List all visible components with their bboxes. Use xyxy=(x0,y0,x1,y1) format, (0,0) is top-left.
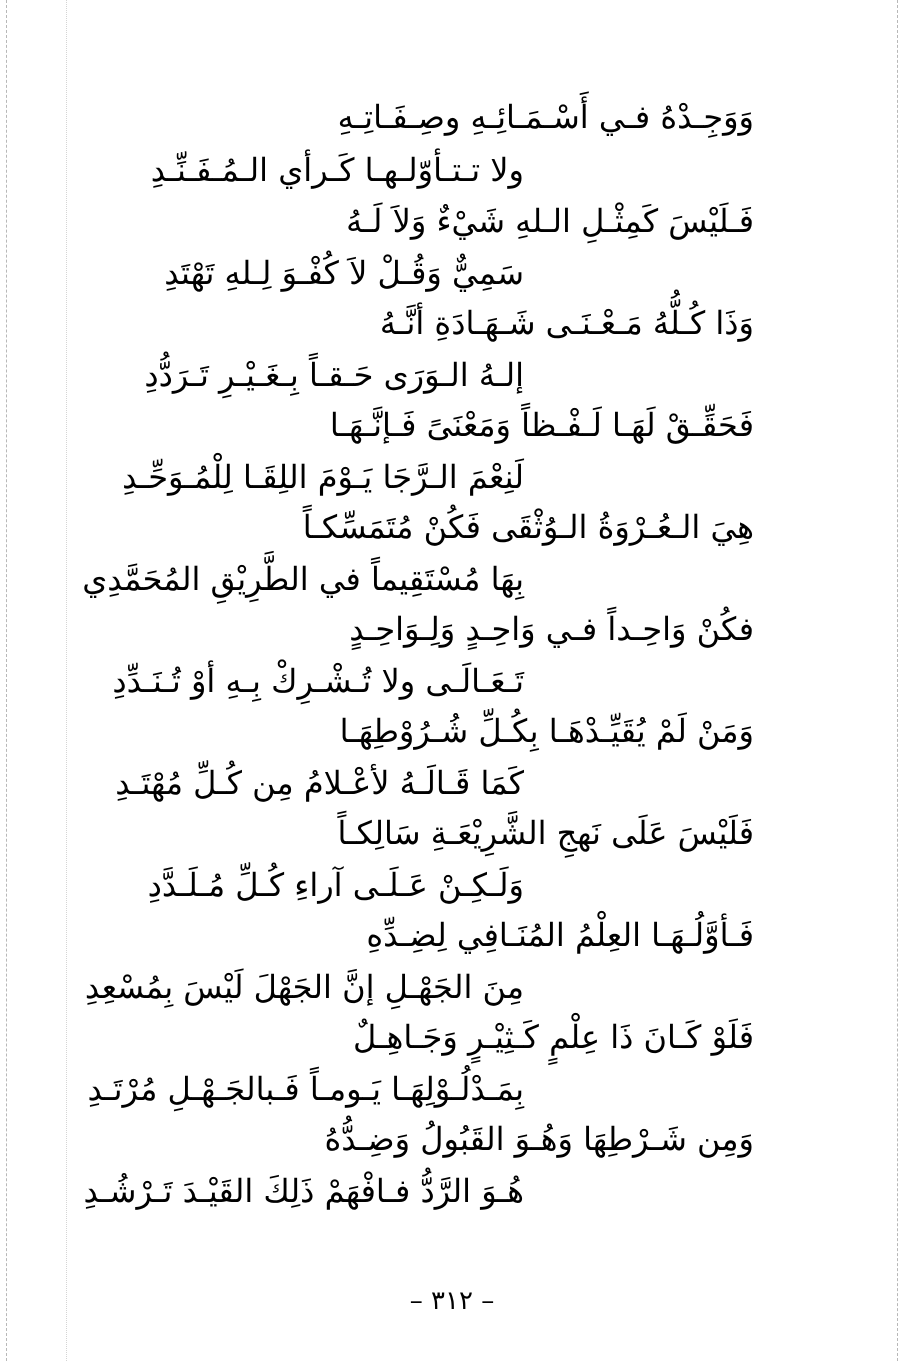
verse-line: تَـعَـالَـى ولا تُـشْـرِكْ بِـهِ أوْ تُـنَـدِّدِ xyxy=(112,662,524,700)
verse-line: وَوَجِـدْهُ فـي أَسْـمَـائِـهِ وصِـفَـاتِـهِ xyxy=(337,98,754,136)
verse-line: لَنِعْمَ الـرَّجَا يَـوْمَ اللِقَـا لِلْمُـوَحِّـدِ xyxy=(122,458,524,496)
verse-line: بِمَـدْلُـوْلِهَـا يَـومـاً فَـبالجَـهْـلِ مُرْتَـدِ xyxy=(87,1070,524,1108)
verse-line: هُـوَ الرَّدُّ فـافْهَمْ ذَلِكَ القَيْـدَ تَـرْشُـدِ xyxy=(83,1172,524,1210)
verse-line: فَلَيْسَ عَلَى نَهجِ الشَّرِيْعَـةِ سَالِكـاً xyxy=(337,814,754,852)
verse-line: بِهَا مُسْتَقِيماً في الطَّرِيْقِ المُحَمَّدِي xyxy=(82,560,524,598)
verse-line: وَمَنْ لَمْ يُقَيِّـدْهَـا بِكُـلِّ شُـرُوْطِهَـا xyxy=(339,712,754,750)
verse-line: وَمِن شَـرْطِهَا وَهُـوَ القَبُولُ وَضِـدُّهُ xyxy=(324,1120,754,1158)
verse-line: فَـلَيْسَ كَمِثْـلِ الـلهِ شَيْءٌ وَلاَ لَـهُ xyxy=(346,202,754,240)
verse-line: فَحَقِّـقْ لَهَـا لَـفْـظاً وَمَعْنَىً فَـإنَّـهَـا xyxy=(329,406,754,444)
verse-line: وَذَا كُـلُّهُ مَـعْـنَـى شَـهَـادَةِ أنَّـهُ xyxy=(379,304,754,342)
verse-line: مِنَ الجَهْـلِ إنَّ الجَهْلَ لَيْسَ بِمُسْعِدِ xyxy=(84,968,524,1006)
verse-line: وَلَـكِـنْ عَـلَـى آراءِ كُـلِّ مُـلَـدَّدِ xyxy=(147,866,524,904)
verse-line: فَـأوَّلُـهَـا العِلْمُ المُنَـافِي لِضِـدِّهِ xyxy=(366,916,754,954)
verse-line: كَمَا قَـالَـهُ لأعْـلامُ مِن كُـلِّ مُهْتَـدِ xyxy=(115,764,524,802)
verse-line: سَمِيٌّ وَقُـلْ لاَ كُفْـوَ لِـلهِ تَهْتَدِ xyxy=(164,254,524,292)
verse-line: فَلَوْ كَـانَ ذَا عِلْمٍ كَـثِيْـرٍ وَجَـاهِـلٌ xyxy=(352,1018,754,1056)
verse-line: هِيَ الـعُـرْوَةُ الـوُثْقَى فَكُنْ مُتَمَسِّكـاً xyxy=(302,508,754,546)
verse-line: ولا تـتـأوّلـهـا كَـرأي الـمُـفَـنِّـدِ xyxy=(150,151,524,189)
verse-line: إلـهُ الـوَرَى حَـقـاً بِـغَـيْـرِ تَـرَدُّدِ xyxy=(144,356,524,394)
verse-line: فكُنْ وَاحِـداً فـي وَاحِـدٍ وَلِـوَاحِـدٍ xyxy=(349,610,754,648)
page-number: – ٣١٢ – xyxy=(409,1286,495,1316)
